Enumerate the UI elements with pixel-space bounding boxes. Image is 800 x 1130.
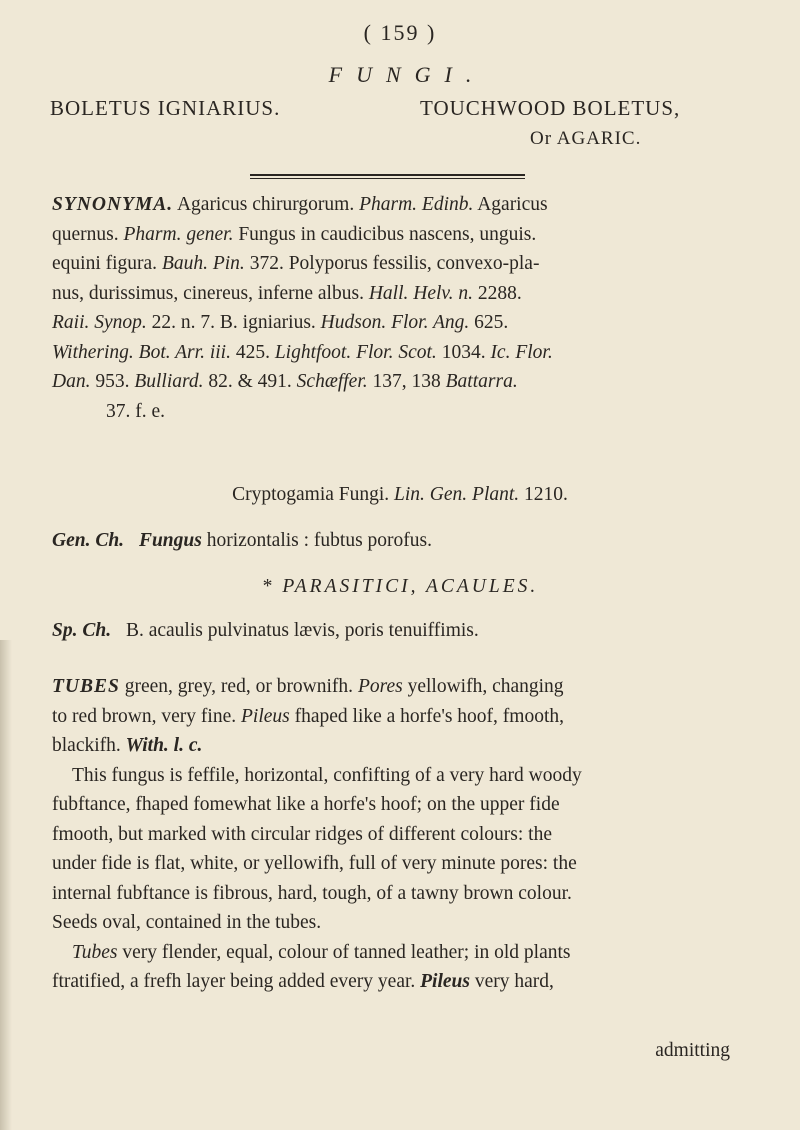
syn-ref: Pharm. Edinb. <box>359 194 474 215</box>
syn-text: 2288. <box>477 282 522 304</box>
syn-text: equini figura. <box>52 253 158 274</box>
desc-term: Pileus <box>420 971 470 992</box>
gen-ch-label: Gen. Ch. <box>52 530 125 551</box>
desc-text: ftratified, a frefh layer being added every year. <box>52 971 421 992</box>
description-block <box>52 672 732 997</box>
syn-text: nus, durissimus, cinereus, inferne albus. <box>52 282 364 304</box>
syn-text: Agaricus <box>477 194 548 215</box>
syn-ref: Pharm. gener. <box>123 223 234 245</box>
syn-ref: Hudson. Flor. Ang. <box>320 312 470 333</box>
synonyma-line <box>52 308 732 338</box>
class-ref: Lin. Gen. Plant. <box>394 484 520 505</box>
title-rule <box>250 174 525 179</box>
gen-ch-term: Fungus <box>138 530 202 551</box>
sp-ch-label: Sp. Ch. <box>52 620 112 641</box>
desc-text: fhaped like a horfe's hoof, fmooth, <box>289 705 565 727</box>
desc-line <box>52 672 732 702</box>
synonyma-label: SYNONYMA. <box>52 194 174 215</box>
latin-title: BOLETUS IGNIARIUS. <box>50 96 281 120</box>
syn-ref: Lightfoot. Flor. Scot. <box>274 341 437 363</box>
synonyma-line <box>52 249 732 279</box>
syn-text: 625. <box>474 312 509 333</box>
syn-ref: Dan. <box>52 371 91 392</box>
gen-ch-text: horizontalis : fubtus porofus. <box>206 530 433 551</box>
section-heading: FUNGI. <box>328 62 486 87</box>
english-title: TOUCHWOOD BOLETUS, <box>420 96 681 120</box>
desc-line: fmooth, but marked with circular ridges of different colours: the <box>52 823 552 845</box>
syn-ref: Hall. Helv. n. <box>368 282 473 304</box>
syn-ref: Battarra. <box>445 371 518 392</box>
class-system: Cryptogamia Fungi. <box>232 484 390 505</box>
synonyma-line <box>52 367 732 397</box>
desc-text: yellowifh, changing <box>402 676 564 697</box>
synonyma-line <box>52 220 732 250</box>
syn-text: 953. <box>95 371 130 392</box>
syn-ref: Bauh. Pin. <box>161 253 245 274</box>
syn-text: quernus. <box>52 223 119 245</box>
desc-line: under fide is flat, white, or yellowifh, full of very minute pores: the <box>52 853 577 874</box>
specific-character <box>52 620 479 642</box>
desc-term: Tubes <box>72 941 118 963</box>
syn-text: 22. n. 7. B. igniarius. <box>151 312 316 333</box>
syn-ref: Raii. Synop. <box>52 312 147 333</box>
syn-text: 37. f. e. <box>106 400 166 422</box>
desc-text: green, grey, red, or brownifh. <box>119 676 358 697</box>
desc-line <box>52 731 732 761</box>
desc-text: blackifh. <box>52 735 126 756</box>
page-edge-stain <box>0 640 12 1130</box>
syn-text: 137, 138 <box>372 371 441 392</box>
desc-line: This fungus is feffile, horizontal, confifting of a very hard woody <box>72 764 582 786</box>
desc-text: very hard, <box>469 971 554 992</box>
classification-line <box>0 484 800 506</box>
synonyma-line <box>52 190 732 220</box>
desc-line: fubftance, fhaped fomewhat like a horfe's hoof; on the upper fide <box>52 794 560 815</box>
syn-ref: Withering. Bot. Arr. iii. <box>52 341 231 363</box>
desc-line <box>52 702 732 732</box>
desc-term: Pores <box>357 676 403 697</box>
synonyma-line <box>52 338 732 368</box>
syn-text: 82. & 491. <box>208 371 292 392</box>
desc-line <box>52 938 732 968</box>
desc-line <box>52 967 732 997</box>
syn-text: Agaricus chirurgorum. <box>176 194 355 215</box>
page-number: ( 159 ) <box>363 20 437 45</box>
catchword: admitting <box>655 1040 730 1061</box>
syn-text: Fungus in caudicibus nascens, unguis. <box>238 223 537 245</box>
synonyma-block <box>52 190 732 426</box>
desc-ref: With. l. c. <box>125 735 203 756</box>
syn-text: 372. Polyporus fessilis, convexo-pla- <box>249 253 540 274</box>
sp-ch-text: B. acaulis pulvinatus lævis, poris tenuiffimis. <box>125 620 479 641</box>
desc-line: Seeds oval, contained in the tubes. <box>52 912 322 933</box>
desc-line: internal fubftance is fibrous, hard, tough, of a tawny brown colour. <box>52 882 572 904</box>
synonyma-line <box>52 279 732 309</box>
syn-ref: Schæffer. <box>296 371 368 392</box>
syn-ref: Ic. Flor. <box>490 341 553 363</box>
division-heading: * PARASITICI, ACAULES. <box>261 576 539 597</box>
class-number: 1210. <box>524 484 568 505</box>
desc-term: TUBES <box>52 676 120 697</box>
desc-text: to red brown, very fine. <box>52 705 241 727</box>
desc-term: Pileus <box>240 705 290 727</box>
syn-ref: Bulliard. <box>134 371 204 392</box>
generic-character <box>52 530 432 552</box>
syn-text: 1034. <box>441 341 486 363</box>
english-alt-title: Or AGARIC. <box>530 128 642 149</box>
desc-text: very flender, equal, colour of tanned leather; in old plants <box>117 941 571 963</box>
synonyma-line <box>52 397 732 427</box>
syn-text: 425. <box>235 341 270 363</box>
